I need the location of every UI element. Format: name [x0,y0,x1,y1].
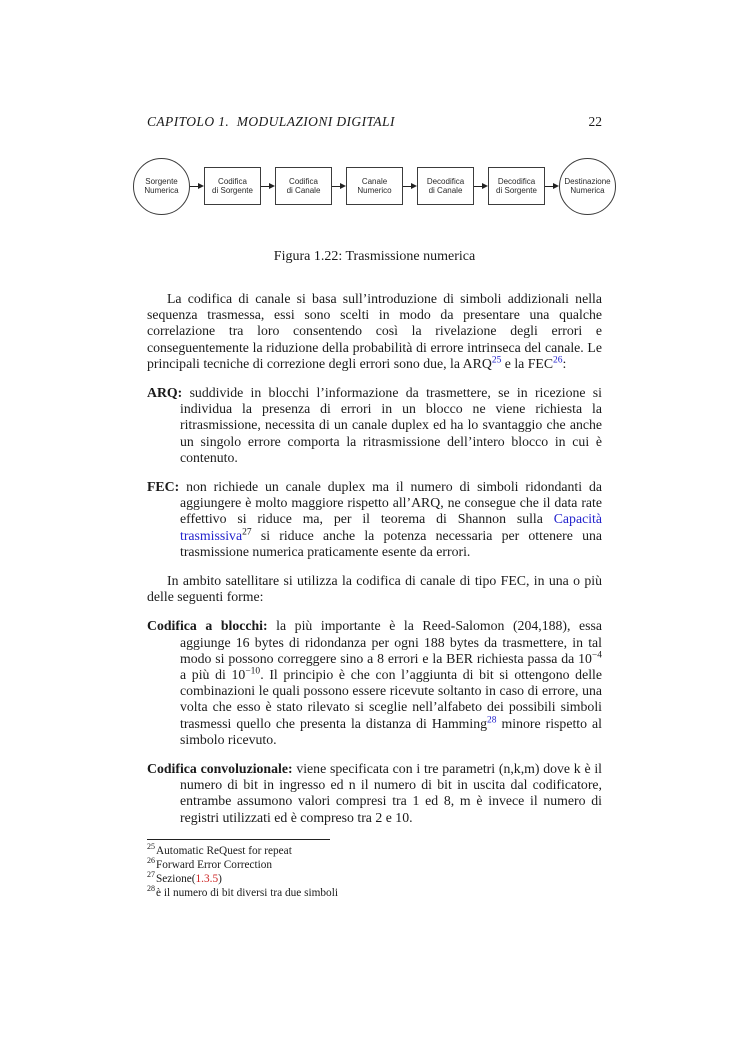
text-run: ARQ: [147,385,183,401]
paragraph-satellite [147,573,602,605]
footnote-27 [147,872,602,886]
footnote-text [156,873,222,885]
diagram-node-sorgente-numerica [133,158,190,215]
footnote-number: 27 [147,870,155,880]
running-header [147,114,602,130]
diagram-node-decodifica-di-canale [417,167,474,205]
text-run: suddivide in blocchi l’informazione da trasmettere, se in ricezione si individua la presenza di errori in un blocco ne viene richiesta la ritrasmissione, necessita di un canale duplex ed ha lo svantaggio che anche un singolo errore comporta la ritrasmissione dell’intero blocco in cui è contenuto. [180,385,602,465]
node-label-line: Codifica [289,176,318,186]
node-label-line: di Sorgente [496,186,537,195]
node-label-line: di Sorgente [212,186,253,195]
text-run: ) [218,872,222,885]
node-label-line: di Canale [428,186,463,195]
text-run: Codifica convoluzionale: [147,761,293,777]
node-label-line: Numerica [144,186,179,195]
arrow-right-icon [332,183,346,189]
diagram-node-codifica-di-sorgente [204,167,261,205]
page-number: 22 [588,114,602,129]
text-run: −4 [591,650,602,661]
transmission-block-diagram [144,156,611,216]
text-run: −10 [245,666,261,677]
text-run: e la FEC [501,355,554,371]
text-run: : [562,355,567,371]
figure-caption: Figura 1.22: Trasmissione numerica [273,249,476,264]
footnote-text [156,845,292,857]
diagram-node-canale-numerico [346,167,403,205]
footnote-link[interactable]: 28 [487,715,497,726]
node-label-line: Decodifica [426,176,465,186]
node-label-line: Codifica [218,176,247,186]
hyperlink[interactable]: Capacità trasmissiva [180,511,602,543]
arrow-right-icon [190,183,204,189]
footnote-number: 26 [147,856,155,866]
arrow-right-icon [403,183,417,189]
node-label-line: Numerica [570,186,605,195]
footnote-28 [147,886,602,900]
footnote-link[interactable]: 25 [491,355,502,366]
footnote-26 [147,858,602,872]
text-run: La codifica di canale si basa sull’introduzione di simboli addizionali nella sequenza trasmessa, essi sono scelti in modo da presentare una qualche correlazione tra loro consentendo così la rivelazione degli errori e conseguentemente la riduzione della probabilità di errore intrinseca del canale. Le principali tecniche di correzione degli errori sono due, la ARQ [147,291,602,371]
chapter-title: CAPITOLO 1. MODULAZIONI DIGITALI [147,114,395,129]
arrow-right-icon [261,183,275,189]
diagram-node-decodifica-di-sorgente [488,167,545,205]
text-run: Forward Error Correction [156,858,273,871]
footnote-text [156,887,338,899]
text-run: Codifica a blocchi: [147,618,268,634]
node-label-line: Decodifica [497,176,536,186]
text-run: FEC: [147,479,180,495]
hyperlink[interactable]: 1.3.5 [195,872,219,885]
paragraph-intro [147,291,602,372]
text-run: è il numero di bit diversi tra due simboli [156,886,338,899]
arrow-right-icon [545,183,559,189]
page-content [144,114,611,900]
node-label-line: Sorgente [145,176,178,186]
node-label-line: di Canale [286,186,321,195]
text-run: Sezione( [156,872,196,885]
node-label-line: Numerico [357,186,392,195]
text-run: si riduce anche la potenza necessaria per ottenere una trasmissione numerica praticamente esente da errori. [180,527,602,559]
text-run: . Il principio è che con l’aggiunta di bit si ottengono delle combinazioni le quali possono essere ricevute soltanto in caso di errore, una volta che esso è stato rilevato si sceglie nell’alfabeto dei possibili simboli trasmessi quello che presenta la distanza di Hamming [180,667,602,731]
footnote-rule [147,839,330,840]
text-run: a più di 10 [180,667,246,683]
footnote-number: 25 [147,842,155,852]
diagram-node-codifica-di-canale [275,167,332,205]
text-run: viene specificata con i tre parametri (n,k,m) dove k è il numero di bit in ingresso ed n il numero di bit in uscita dal codificatore, entrambe assumono valori compresi tra 1 ed 8, m è invece il numero di registri utilizzati ed è compreso tra 2 e 10. [180,761,602,825]
footnotes-section [147,839,602,900]
node-label-line: Destinazione [564,176,611,186]
footnote-25 [147,844,602,858]
node-label-line: Canale [361,176,388,186]
paragraph-arq [147,385,602,466]
arrow-right-icon [474,183,488,189]
footnote-link[interactable]: 26 [553,355,563,366]
paragraph-codifica-blocchi [147,618,602,748]
diagram-node-destinazione-numerica [559,158,616,215]
text-run: la più importante è la Reed-Salomon (204,188), essa aggiunge 16 bytes di ridondanza per ogni 188 bytes da trasmettere, in tal modo si possono correggere sino a 8 errori e la BER richiesta passa da 10 [180,618,602,666]
footnote-number: 28 [147,884,155,894]
paragraph-fec [147,479,602,560]
text-run: non richiede un canale duplex ma il numero di simboli ridondanti da aggiungere è molto maggiore rispetto all’ARQ, ne consegue che il data rate effettivo si riduce ma, per il teorema di Shannon sulla [179,479,602,527]
text-run: Automatic ReQuest for repeat [156,844,292,857]
footnote-text [156,859,272,871]
text-run: In ambito satellitare si utilizza la codifica di canale di tipo FEC, in una o più delle seguenti forme: [147,573,602,605]
text-run: 27 [242,527,252,538]
paragraph-codifica-convoluzionale [147,761,602,826]
text-run: minore rispetto al simbolo ricevuto. [180,715,602,747]
